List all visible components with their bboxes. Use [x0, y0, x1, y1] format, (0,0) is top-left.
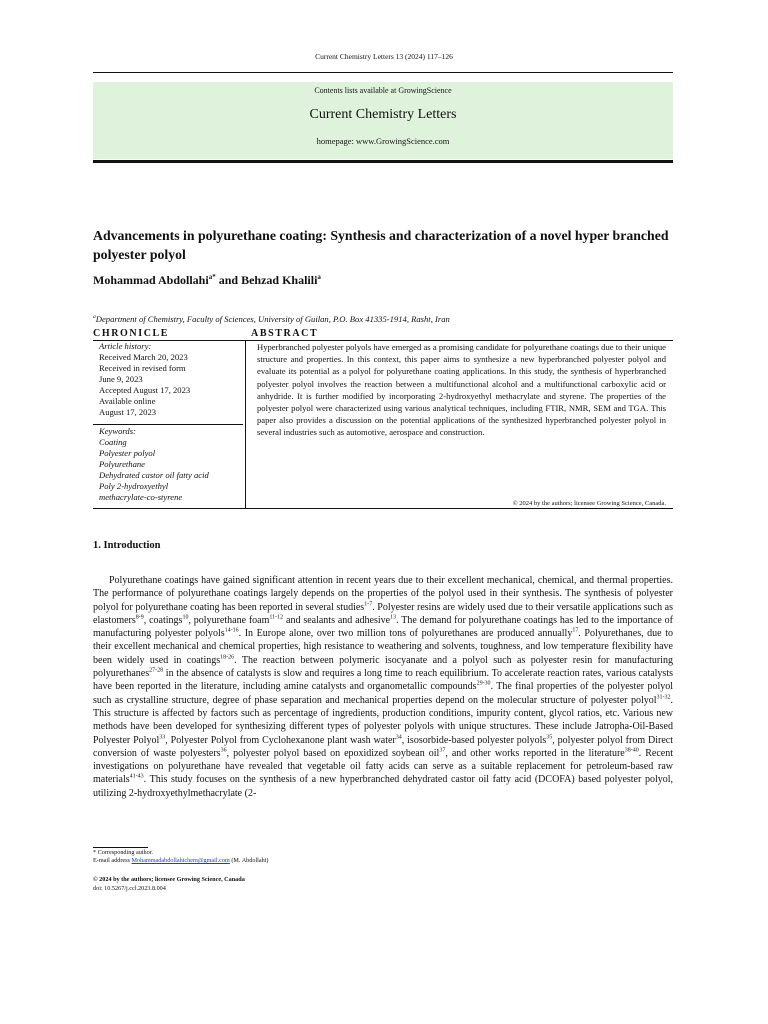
- intro-text: . Polyurethanes, due to their excellent mechanical and chemical properties, high resistance to weathering and solvents, toughness, and low temperature flexibility have been widely used in coatings: [93, 628, 674, 666]
- intro-text: . In Europe alone, over two million tons of polyurethanes are produced annually: [238, 628, 573, 640]
- email-note: [93, 857, 269, 865]
- history-item: Accepted August 17, 2023: [99, 385, 191, 395]
- email-label: E-mail address: [93, 857, 132, 864]
- history-item: August 17, 2023: [99, 407, 157, 417]
- citation: 31-32: [656, 694, 671, 701]
- author-and: and: [215, 273, 242, 287]
- keyword-item: Dehydrated castor oil fatty acid: [99, 470, 209, 480]
- keyword-item: Polyester polyol: [99, 448, 156, 458]
- citation: 17: [572, 627, 579, 634]
- keyword-item: Coating: [99, 437, 127, 447]
- citation: 38-40: [624, 747, 639, 754]
- keywords-label: Keywords:: [99, 426, 136, 436]
- citation: 33: [159, 734, 166, 741]
- intro-text: , and other works reported in the literature: [445, 747, 625, 759]
- intro-text: , Polyester Polyol from Cyclohexanone plant wash water: [165, 734, 396, 746]
- intro-text: . Recent investigations on polyurethane have revealed that vegetable oil fatty acids can serve as a suitable replacement for petroleum-based raw materials: [93, 747, 674, 786]
- citation: 27-28: [149, 667, 164, 674]
- citation: 13: [390, 614, 397, 621]
- intro-text: in the absence of catalysts is slow and requires a long time to reach equilibrium. To accelerate reaction rates, various catalysts have been reported in the literature, including amine catalysts and organometallic compounds: [93, 668, 673, 693]
- author-name: Mohammad Abdollahi: [93, 273, 209, 287]
- banner-rule: [93, 160, 673, 163]
- corresponding-note: * Corresponding author.: [93, 849, 153, 856]
- author-sup: a: [317, 273, 321, 281]
- history-item: June 9, 2023: [99, 374, 143, 384]
- history-item: Received in revised form: [99, 363, 186, 373]
- journal-name: Current Chemistry Letters: [309, 107, 457, 122]
- citation: 1-7: [364, 601, 373, 608]
- intro-text: , isosorbide-based polyester polyols: [401, 734, 547, 746]
- intro-text: , polyester polyol based on epoxidized soybean oil: [226, 747, 440, 759]
- intro-text: , polyurethane foam: [188, 614, 270, 626]
- abstract-copyright: © 2024 by the authors; licensee Growing Science, Canada.: [512, 500, 666, 507]
- citation: 36: [220, 747, 227, 754]
- intro-text: . The reaction between polymeric isocyanate and a polyol such as polyester resin for manufacturing polyurethanes: [93, 654, 673, 680]
- section-heading-introduction: 1. Introduction: [93, 540, 161, 551]
- citation: 18-26: [220, 654, 235, 661]
- citation: 29-30: [476, 681, 491, 688]
- intro-text: . The demand for polyurethane coatings has led to the importance of manufacturing polyester polyols: [93, 614, 674, 640]
- keyword-item: methacrylate-co-styrene: [99, 492, 183, 502]
- citation: 14-16: [224, 627, 239, 634]
- footnote-rule: [93, 847, 148, 848]
- article-history: [99, 341, 249, 418]
- abstract-text: Hyperbranched polyester polyols have emerged as a promising candidate for polyurethane coatings due to their unique structure and properties. In this context, this paper aims to synthesize a new hyperbranched polyester polyol and evaluate its potential as a polyol for polyurethane coating applications. In this study, the synthesis of hyperbranched polyester polyol involves the reaction between a multifunctional alcohol and a multifunctional carboxylic acid or anhydride. It is further modified by incorporating 2-hydroxyethyl methacrylate and styrene. The properties of the polyester polyol were characterized using various analytical techniques, including FTIR, NMR, SEM and TGA. This paper also provides a discussion on the potential applications of the synthesized hyperbranched polyester polyol in several industries such as automotive, aerospace and construction.: [257, 342, 666, 438]
- affiliation: [93, 314, 450, 324]
- chronicle-bottom-rule: [93, 508, 673, 509]
- intro-text: . This structure is affected by factors such as percentage of ingredients, production conditions, impurity content, glycol ratios, etc. Various new methods have been developed for synthesizing different types of polyester polyols with unique structures. These include Jatropha-Oil-Based Polyester Polyol: [93, 694, 673, 746]
- header-rule: [93, 72, 673, 73]
- intro-text: . This study focuses on the synthesis of a new hyperbranched dehydrated castor oil fatty acid (DCOFA) based polyester polyol, utilizing 2-hydroxyethylmethacrylate (2-: [93, 774, 673, 799]
- contents-line: Contents lists available at GrowingScience: [314, 86, 452, 95]
- affiliation-text: Department of Chemistry, Faculty of Sciences, University of Guilan, P.O. Box 41335-1914, Rasht, Iran: [95, 314, 450, 324]
- running-head: Current Chemistry Letters 13 (2024) 117–126: [315, 52, 453, 61]
- intro-text: . The final properties of the polyester polyol such as crystalline structure, degree of phase separation and mechanical properties depend on the molecular structure of polyester polyol: [93, 681, 673, 706]
- intro-text: . Polyester resins are widely used due to their versatile applications such as elastomers: [93, 601, 673, 626]
- abstract-heading: ABSTRACT: [251, 328, 319, 339]
- citation: 35: [546, 734, 553, 741]
- email-link[interactable]: Mohammadabdollahichem@gmail.com: [131, 857, 230, 864]
- keywords: [99, 426, 249, 503]
- intro-text: and sealants and adhesive: [283, 614, 391, 626]
- doi[interactable]: doi: 10.5267/j.ccl.2023.8.004: [93, 885, 166, 892]
- journal-homepage[interactable]: homepage: www.GrowingScience.com: [316, 136, 450, 146]
- footer-copyright: © 2024 by the authors; licensee Growing Science, Canada: [93, 876, 245, 883]
- citation: 8-9: [135, 614, 144, 621]
- history-label: Article history:: [99, 341, 152, 351]
- citation: 37: [439, 747, 446, 754]
- citation: 41-43: [129, 774, 144, 781]
- history-item: Available online: [99, 396, 156, 406]
- intro-text: , coatings: [143, 614, 183, 626]
- author-list: [93, 273, 321, 288]
- keyword-item: Poly 2-hydroxyethyl: [99, 481, 169, 491]
- affiliation-sup: a: [93, 314, 96, 321]
- citation: 10: [182, 614, 189, 621]
- email-after: (M. Abdollahi): [229, 857, 269, 864]
- keywords-rule: [93, 424, 243, 425]
- author-name: Behzad Khalili: [241, 273, 318, 287]
- intro-text: , polyester polyol from Direct conversion of waste polyesters: [93, 734, 673, 759]
- intro-text: Polyurethane coatings have gained significant attention in recent years due to their excellent mechanical, chemical, and thermal properties. The performance of polyurethane coatings largely depends on the properties of the polyol used in their synthesis. The synthesis of polyester polyol for polyurethane coating has been reported in several studies: [93, 575, 673, 613]
- keyword-item: Polyurethane: [99, 459, 145, 469]
- history-item: Received March 20, 2023: [99, 352, 188, 362]
- citation: 34: [395, 734, 402, 741]
- chronicle-heading: CHRONICLE: [93, 328, 170, 339]
- citation: 11-12: [269, 614, 284, 621]
- article-title: Advancements in polyurethane coating: Synthesis and characterization of a novel hyper branched polyester polyol: [93, 228, 669, 262]
- journal-banner: [93, 82, 673, 159]
- author-sup: a*: [208, 273, 216, 281]
- introduction-paragraph: [93, 574, 673, 800]
